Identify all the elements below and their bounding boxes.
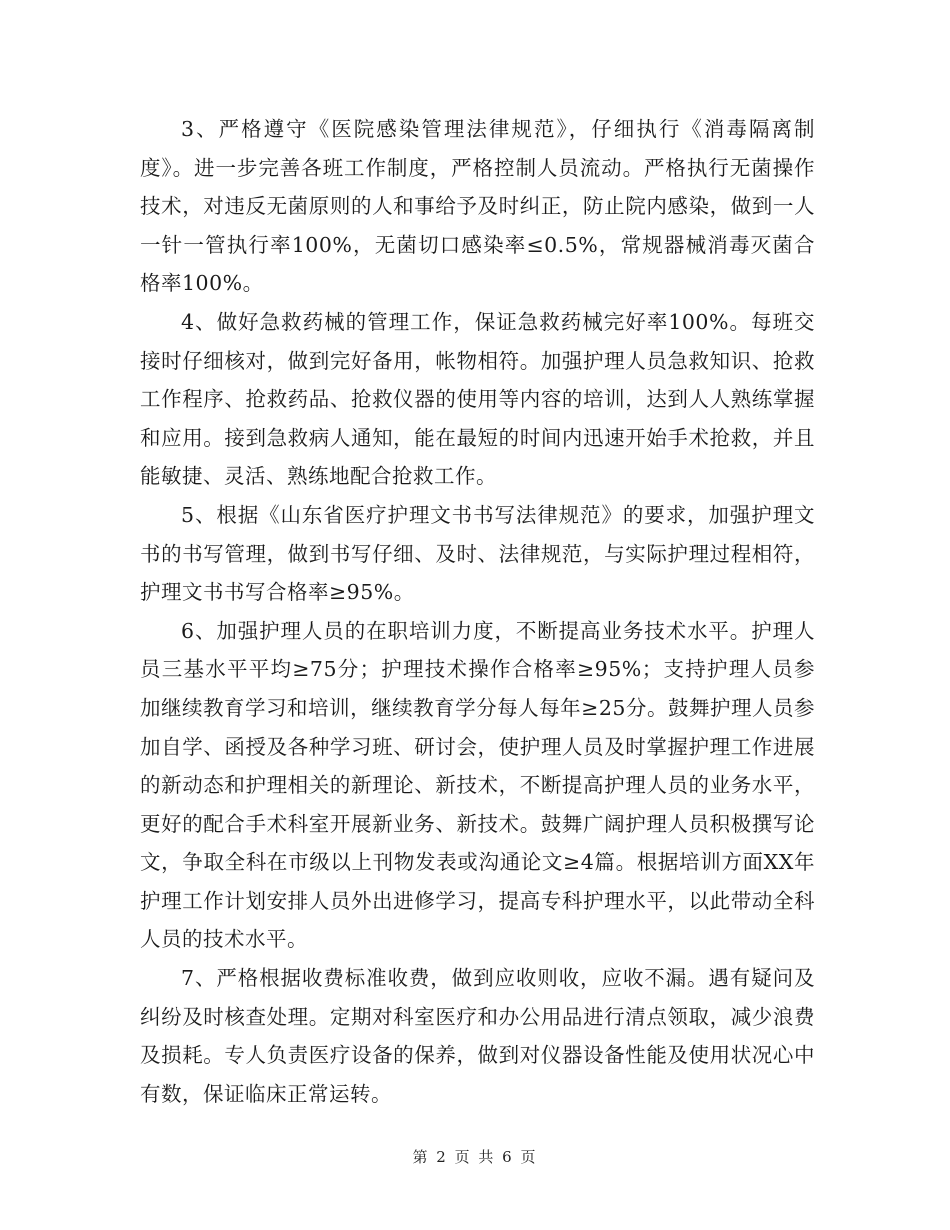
paragraph-item-6: 6、加强护理人员的在职培训力度，不断提高业务技术水平。护理人员三基水平平均≥75分；护理技术操作合格率≥95%；支持护理人员参加继续教育学习和培训，继续教育学分每人每年≥25分。鼓舞护理人员参加自学、函授及各种学习班、研讨会，使护理人员及时掌握护理工作进展的新动态和护理相关的新理论、新技术，不断提高护理人员的业务水平，更好的配合手术科室开展新业务、新技术。鼓舞广阔护理人员积极撰写论文，争取全科在市级以上刊物发表或沟通论文≥4篇。根据培训方面XX年护理工作计划安排人员外出进修学习，提高专科护理水平，以此带动全科人员的技术水平。	[140, 618, 815, 952]
document-body	[140, 110, 815, 1113]
paragraph-item-4: 4、做好急救药械的管理工作，保证急救药械完好率100%。每班交接时仔细核对，做到完好备用，帐物相符。加强护理人员急救知识、抢救工作程序、抢救药品、抢救仪器的使用等内容的培训，达到人人熟练掌握和应用。接到急救病人通知，能在最短的时间内迅速开始手术抢救，并且能敏捷、灵活、熟练地配合抢救工作。	[140, 309, 815, 489]
paragraph-item-5: 5、根据《山东省医疗护理文书书写法律规范》的要求，加强护理文书的书写管理，做到书写仔细、及时、法律规范，与实际护理过程相符，护理文书书写合格率≥95%。	[140, 502, 815, 605]
paragraph-item-7: 7、严格根据收费标准收费，做到应收则收，应收不漏。遇有疑问及纠纷及时核查处理。定期对科室医疗和办公用品进行清点领取，减少浪费及损耗。专人负责医疗设备的保养，做到对仪器设备性能及使用状况心中有数，保证临床正常运转。	[140, 966, 815, 1106]
paragraph-item-3: 3、严格遵守《医院感染管理法律规范》，仔细执行《消毒隔离制度》。进一步完善各班工作制度，严格控制人员流动。严格执行无菌操作技术，对违反无菌原则的人和事给予及时纠正，防止院内感染，做到一人一针一管执行率100%，无菌切口感染率≤0.5%，常规器械消毒灭菌合格率100%。	[140, 117, 815, 296]
page-number-footer: 第 2 页 共 6 页	[412, 1148, 538, 1166]
